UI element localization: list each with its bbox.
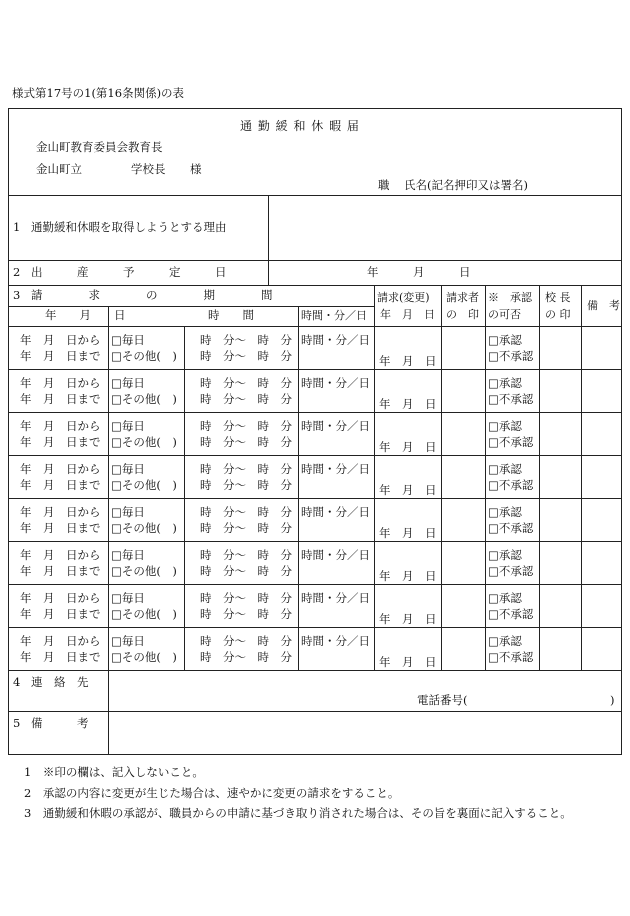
- row-hours-per-day[interactable]: 時間・分／日: [301, 333, 370, 347]
- row-time-start[interactable]: 時 分～ 時 分: [200, 376, 292, 390]
- note-2: 2 承認の内容に変更が生じた場合は、速やかに変更の請求をすること。: [24, 786, 400, 800]
- row-to-date[interactable]: 年 月 日まで: [20, 392, 101, 406]
- col-applicant-header: 請求者: [446, 291, 479, 304]
- col-time-header: 時 間: [208, 308, 254, 322]
- col-remarks-header: 備 考: [587, 299, 620, 312]
- row-request-date[interactable]: 年 月 日: [379, 440, 437, 454]
- remarks-field[interactable]: [112, 714, 617, 750]
- row-approve-checkbox: □承認: [488, 419, 522, 433]
- col-applicant-subheader: の 印: [446, 308, 479, 321]
- row-daily-option[interactable]: □毎日: [111, 634, 145, 648]
- row-daily-option[interactable]: □毎日: [111, 419, 145, 433]
- section3-label: 請 求 の 期 間: [31, 288, 273, 302]
- row-to-date[interactable]: 年 月 日まで: [20, 607, 101, 621]
- row-time-end[interactable]: 時 分～ 時 分: [200, 392, 292, 406]
- row-time-start[interactable]: 時 分～ 時 分: [200, 548, 292, 562]
- section3-number: 3: [13, 288, 21, 302]
- school-suffix: 学校長: [131, 162, 166, 176]
- row-other-option[interactable]: □その他( ): [111, 521, 177, 535]
- row-daily-option[interactable]: □毎日: [111, 333, 145, 347]
- row-time-end[interactable]: 時 分～ 時 分: [200, 650, 292, 664]
- row-request-date[interactable]: 年 月 日: [379, 397, 437, 411]
- phone-field[interactable]: [477, 690, 605, 708]
- row-hours-per-day[interactable]: 時間・分／日: [301, 419, 370, 433]
- row-approve-checkbox: □承認: [488, 333, 522, 347]
- row-other-option[interactable]: □その他( ): [111, 435, 177, 449]
- row-other-option[interactable]: □その他( ): [111, 349, 177, 363]
- col-request-header: 請求(変更): [377, 291, 430, 304]
- row-approve-checkbox: □承認: [488, 634, 522, 648]
- row-request-date[interactable]: 年 月 日: [379, 612, 437, 626]
- row-other-option[interactable]: □その他( ): [111, 564, 177, 578]
- row-request-date[interactable]: 年 月 日: [379, 655, 437, 669]
- position-label: 職: [378, 178, 390, 192]
- row-from-date[interactable]: 年 月 日から: [20, 462, 101, 476]
- col-request-subheader: 年 月 日: [380, 308, 435, 321]
- col-approval-subheader: の可否: [488, 308, 521, 321]
- section1-number: 1: [13, 220, 21, 234]
- row-daily-option[interactable]: □毎日: [111, 548, 145, 562]
- section5-label: 備 考: [31, 716, 89, 730]
- section4-number: 4: [13, 675, 21, 689]
- due-date-field[interactable]: 年 月 日: [367, 265, 471, 279]
- row-other-option[interactable]: □その他( ): [111, 392, 177, 406]
- school-prefix: 金山町立: [36, 162, 82, 176]
- row-reject-checkbox: □不承認: [488, 392, 534, 406]
- row-request-date[interactable]: 年 月 日: [379, 526, 437, 540]
- row-from-date[interactable]: 年 月 日から: [20, 548, 101, 562]
- row-daily-option[interactable]: □毎日: [111, 505, 145, 519]
- section2-label: 出 産 予 定 日: [31, 265, 227, 279]
- row-reject-checkbox: □不承認: [488, 607, 534, 621]
- col-principal-subheader: の 印: [545, 308, 571, 321]
- row-approve-checkbox: □承認: [488, 591, 522, 605]
- col-date-header: 年 月 日: [45, 308, 126, 322]
- row-request-date[interactable]: 年 月 日: [379, 354, 437, 368]
- row-time-end[interactable]: 時 分～ 時 分: [200, 521, 292, 535]
- row-to-date[interactable]: 年 月 日まで: [20, 650, 101, 664]
- row-from-date[interactable]: 年 月 日から: [20, 505, 101, 519]
- row-approve-checkbox: □承認: [488, 505, 522, 519]
- row-hours-per-day[interactable]: 時間・分／日: [301, 462, 370, 476]
- row-reject-checkbox: □不承認: [488, 435, 534, 449]
- row-hours-per-day[interactable]: 時間・分／日: [301, 548, 370, 562]
- row-from-date[interactable]: 年 月 日から: [20, 591, 101, 605]
- row-reject-checkbox: □不承認: [488, 349, 534, 363]
- honorific: 様: [190, 162, 202, 176]
- reason-field[interactable]: [272, 200, 617, 256]
- phone-close: ): [610, 693, 615, 707]
- note-3: 3 通勤緩和休暇の承認が、職員からの申請に基づき取り消された場合は、その旨を裏面に記入すること。: [24, 806, 572, 820]
- row-request-date[interactable]: 年 月 日: [379, 483, 437, 497]
- row-time-end[interactable]: 時 分～ 時 分: [200, 478, 292, 492]
- row-from-date[interactable]: 年 月 日から: [20, 333, 101, 347]
- row-approve-checkbox: □承認: [488, 376, 522, 390]
- row-time-start[interactable]: 時 分～ 時 分: [200, 634, 292, 648]
- row-request-date[interactable]: 年 月 日: [379, 569, 437, 583]
- row-daily-option[interactable]: □毎日: [111, 462, 145, 476]
- row-daily-option[interactable]: □毎日: [111, 591, 145, 605]
- form-title: 通 勤 緩 和 休 暇 届: [240, 119, 360, 133]
- row-daily-option[interactable]: □毎日: [111, 376, 145, 390]
- row-time-end[interactable]: 時 分～ 時 分: [200, 607, 292, 621]
- row-approve-checkbox: □承認: [488, 548, 522, 562]
- row-reject-checkbox: □不承認: [488, 564, 534, 578]
- col-principal-header: 校 長: [545, 291, 571, 304]
- row-hours-per-day[interactable]: 時間・分／日: [301, 634, 370, 648]
- row-to-date[interactable]: 年 月 日まで: [20, 521, 101, 535]
- row-hours-per-day[interactable]: 時間・分／日: [301, 505, 370, 519]
- row-time-start[interactable]: 時 分～ 時 分: [200, 333, 292, 347]
- row-approve-checkbox: □承認: [488, 462, 522, 476]
- row-to-date[interactable]: 年 月 日まで: [20, 478, 101, 492]
- row-to-date[interactable]: 年 月 日まで: [20, 435, 101, 449]
- row-from-date[interactable]: 年 月 日から: [20, 376, 101, 390]
- row-reject-checkbox: □不承認: [488, 650, 534, 664]
- row-hours-per-day[interactable]: 時間・分／日: [301, 591, 370, 605]
- row-time-start[interactable]: 時 分～ 時 分: [200, 591, 292, 605]
- row-time-end[interactable]: 時 分～ 時 分: [200, 564, 292, 578]
- row-from-date[interactable]: 年 月 日から: [20, 419, 101, 433]
- col-unit-header: 時間・分／日: [301, 309, 367, 322]
- section5-number: 5: [13, 716, 21, 730]
- section4-label: 連 絡 先: [31, 675, 89, 689]
- phone-label: 電話番号(: [417, 693, 468, 707]
- section2-number: 2: [13, 265, 21, 279]
- row-other-option[interactable]: □その他( ): [111, 478, 177, 492]
- row-reject-checkbox: □不承認: [488, 478, 534, 492]
- row-time-end[interactable]: 時 分～ 時 分: [200, 349, 292, 363]
- row-hours-per-day[interactable]: 時間・分／日: [301, 376, 370, 390]
- row-other-option[interactable]: □その他( ): [111, 607, 177, 621]
- row-time-start[interactable]: 時 分～ 時 分: [200, 419, 292, 433]
- addressee: 金山町教育委員会教育長: [36, 140, 163, 154]
- row-to-date[interactable]: 年 月 日まで: [20, 564, 101, 578]
- note-1: 1 ※印の欄は、記入しないこと。: [24, 765, 204, 779]
- row-time-start[interactable]: 時 分～ 時 分: [200, 505, 292, 519]
- section1-label: 通勤緩和休暇を取得しようとする理由: [31, 220, 227, 234]
- row-reject-checkbox: □不承認: [488, 521, 534, 535]
- col-approval-header: ※ 承認: [488, 291, 532, 304]
- row-time-end[interactable]: 時 分～ 時 分: [200, 435, 292, 449]
- name-label: 氏名(記名押印又は署名): [404, 178, 528, 192]
- row-time-start[interactable]: 時 分～ 時 分: [200, 462, 292, 476]
- row-from-date[interactable]: 年 月 日から: [20, 634, 101, 648]
- form-label: 様式第17号の1(第16条関係)の表: [12, 86, 185, 100]
- row-other-option[interactable]: □その他( ): [111, 650, 177, 664]
- row-to-date[interactable]: 年 月 日まで: [20, 349, 101, 363]
